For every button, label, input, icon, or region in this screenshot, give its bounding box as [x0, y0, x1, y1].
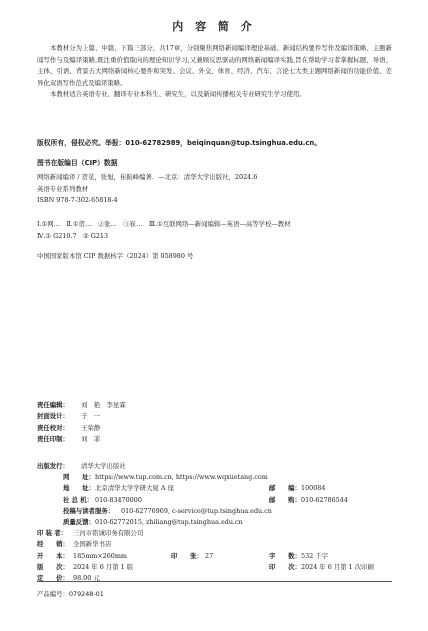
cip-class-line: Ⅰ.①网… Ⅱ.①贺… ②张… ③崔… Ⅲ.①互联网络—新闻编辑—英语—高等学校—教材	[37, 220, 291, 228]
publisher-row	[37, 461, 397, 472]
format-value: 185mm×260mm	[73, 551, 127, 560]
credit-value: 子 一	[81, 412, 101, 421]
printer-label: 印 装 者：	[37, 529, 68, 538]
cip-heading: 图书在版编目（CIP）数据	[37, 159, 118, 167]
price-label: 定 价：	[37, 573, 69, 582]
edition-label: 版 次：	[37, 562, 69, 571]
intro-body	[37, 43, 392, 101]
printer-value: 三河市铭诚印务有限公司	[73, 529, 144, 538]
switchboard-row	[37, 495, 397, 506]
printer-row	[37, 528, 397, 539]
web-row	[37, 472, 397, 483]
address-label: 地 址：	[63, 484, 95, 493]
credit-label: 责任编辑：	[37, 401, 69, 409]
publishing-info	[37, 461, 397, 584]
quality-row	[37, 517, 397, 528]
format-label: 开 本：	[37, 551, 69, 560]
cip-class-line: Ⅳ.① G210.7 ② G213	[37, 231, 109, 240]
edition-value: 2024 年 6 月第 1 版	[73, 562, 134, 571]
cip-number: 中国国家版本馆 CIP 数据核字（2024）第 058980 号	[37, 252, 194, 260]
address-value: 北京清华大学学研大厦 A 座	[95, 484, 174, 493]
sheets-label: 印 张：	[171, 551, 203, 560]
credit-value: 王荣静	[81, 423, 101, 432]
intro-paragraph: 本教材适合英语专业、翻译专业本科生、研究生，以及新闻传播相关专业研究生学习使用。	[50, 90, 306, 99]
postcode-label: 邮 编：	[269, 484, 301, 493]
copyright-notice: 版权所有，侵权必究。举报：010-62782989，beiqinquan@tup.tsinghua.edu.cn。	[37, 139, 322, 147]
intro-paragraph: 本教材分为上篇、中篇、下篇三部分，共17章，分别聚焦网络新闻编译理论基础、新闻结构要件写作及编译策略、主题新闻写作与及编译策略,既注重价值取向的理论知识学习,又兼顾反思驱动的网络新闻编译实践,旨在帮助学习者掌握标题、导语、主体、引语、背景五大网络新闻核心要件和突发、会议、外交、体育、经济、汽车、言论七大类主题网络新闻的功能价值、差异化双语写作范式及编译策略。	[37, 44, 392, 87]
words-value: 532 千字	[301, 551, 329, 560]
service-label: 投稿与读者服务：	[63, 506, 115, 515]
format-row	[37, 551, 397, 562]
distributor-label: 经 销：	[37, 540, 69, 549]
cip-classification	[37, 219, 291, 242]
publisher-label: 出版发行：	[37, 462, 69, 470]
quality-value: 010-62772015, zhiliang@tup.tsinghua.edu.cn	[95, 517, 243, 526]
price-value: 98.00 元	[73, 573, 100, 582]
price-row	[37, 573, 397, 584]
cip-line: ISBN 978-7-302-65818-4	[37, 196, 118, 204]
quality-label: 质量反馈：	[63, 517, 95, 526]
credit-label: 封面设计：	[37, 412, 69, 421]
edition-row	[37, 562, 397, 573]
credit-label: 责任印制：	[37, 434, 69, 443]
web-label: 网 址：	[63, 473, 95, 482]
publisher-name: 清华大学出版社	[81, 462, 126, 470]
printing-value: 2024 年 6 月第 1 次印刷	[301, 562, 374, 571]
address-row	[37, 483, 397, 494]
credit-value: 刘 菲	[81, 434, 101, 443]
printing-label: 印 次：	[269, 562, 301, 571]
intro-title: 内 容 简 介	[172, 20, 256, 33]
product-code: 产品编号：079248-01	[37, 590, 104, 598]
distributor-row	[37, 539, 397, 550]
cip-block	[37, 172, 257, 207]
cip-line: 网络新闻编译 / 贺苋，张旭，崔振峰编著．—北京：清华大学出版社，2024.6	[37, 173, 258, 181]
credit-row	[37, 423, 126, 434]
mail-value: 010-62786544	[301, 495, 348, 504]
credit-row	[37, 434, 126, 445]
service-row	[37, 506, 397, 517]
credit-row	[37, 400, 126, 411]
words-label: 字 数：	[269, 551, 301, 560]
switchboard-label: 社 总 机：	[63, 495, 94, 504]
sheets-value: 27	[205, 551, 214, 560]
service-value: 010-62776969, c-service@tup.tsinghua.edu.cn	[121, 506, 272, 515]
credit-row	[37, 411, 126, 422]
credits-block	[37, 400, 126, 445]
credit-value: 刘 艳 李星霖	[81, 401, 126, 409]
cip-line: 英语专业系列教材	[37, 184, 89, 193]
mail-label: 邮 购：	[269, 495, 301, 504]
distributor-value: 全国新华书店	[73, 540, 112, 549]
credit-label: 责任校对：	[37, 423, 69, 432]
web-value: https://www.tup.com.cn, https://www.wqxuetang.com	[95, 473, 268, 482]
postcode-value: 100084	[301, 484, 326, 493]
switchboard-value: 010-83470000	[95, 495, 142, 504]
divider	[37, 581, 392, 582]
